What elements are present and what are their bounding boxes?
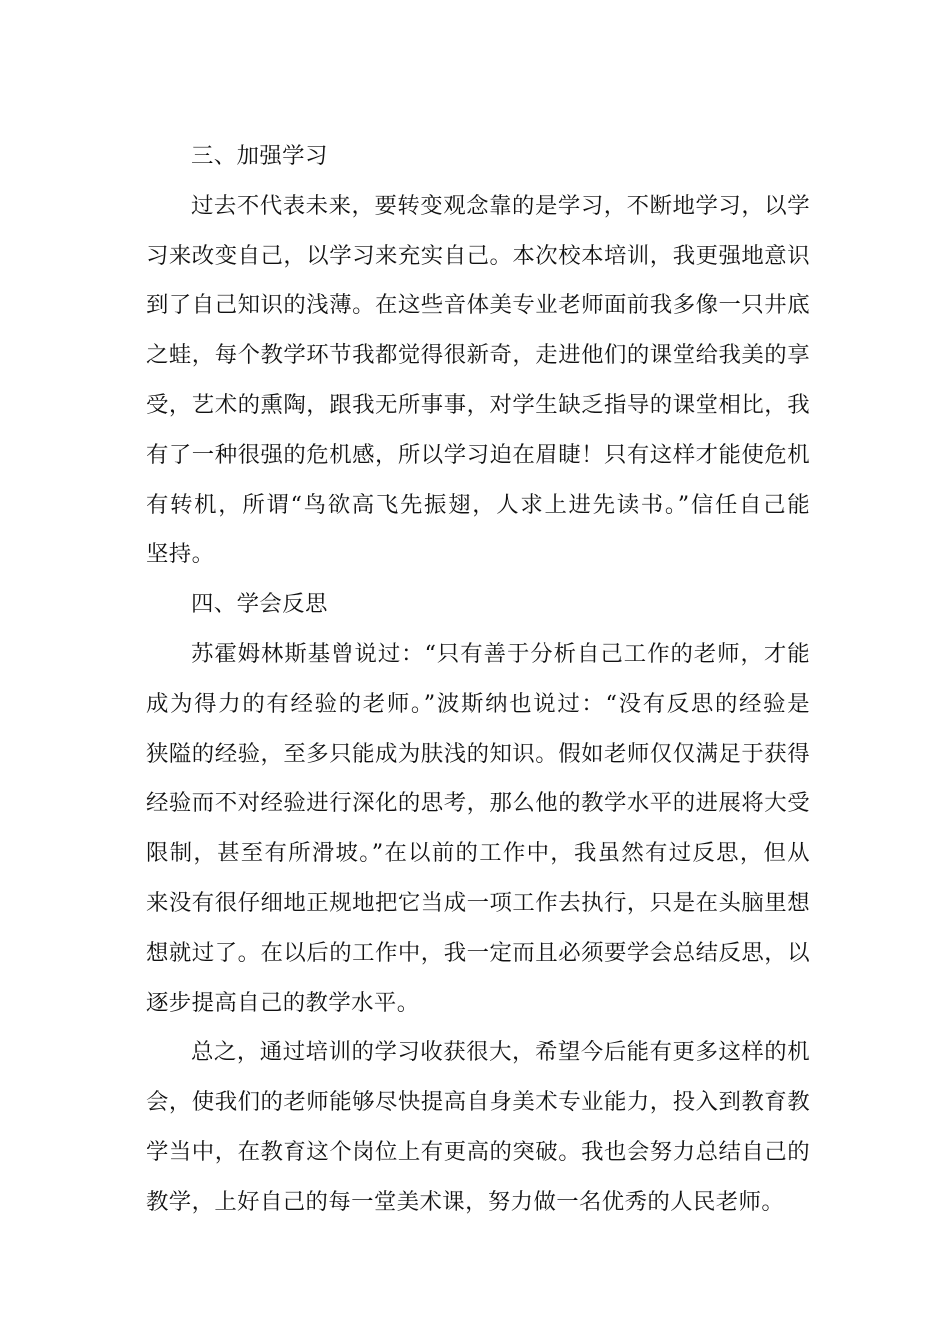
paragraph-line: 坚持。: [146, 541, 215, 568]
paragraph-line: 总之，通过培训的学习收获很大，希望今后能有更多这样的机: [191, 1039, 810, 1066]
section-heading: 四、学会反思: [191, 591, 328, 618]
paragraph-line: 到了自己知识的浅薄。在这些音体美专业老师面前我多像一只井底: [146, 292, 810, 319]
paragraph-line: 逐步提高自己的教学水平。: [146, 989, 420, 1016]
paragraph-line: 有转机，所谓“鸟欲高飞先振翅，人求上进先读书。”信任自己能: [146, 491, 810, 518]
paragraph-line: 想就过了。在以后的工作中，我一定而且必须要学会总结反思，以: [146, 939, 810, 966]
paragraph-line: 有了一种很强的危机感，所以学习迫在眉睫！只有这样才能使危机: [146, 441, 810, 468]
paragraph-line: 狭隘的经验，至多只能成为肤浅的知识。假如老师仅仅满足于获得: [146, 740, 810, 767]
paragraph-line: 限制，甚至有所滑坡。”在以前的工作中，我虽然有过反思，但从: [146, 840, 810, 867]
paragraph-line: 会，使我们的老师能够尽快提高自身美术专业能力，投入到教育教: [146, 1089, 810, 1116]
paragraph-line: 成为得力的有经验的老师。”波斯纳也说过：“没有反思的经验是: [146, 690, 810, 717]
paragraph-line: 教学，上好自己的每一堂美术课，努力做一名优秀的人民老师。: [146, 1188, 785, 1215]
paragraph-line: 苏霍姆林斯基曾说过：“只有善于分析自己工作的老师，才能: [191, 640, 810, 667]
paragraph-line: 受，艺术的熏陶，跟我无所事事，对学生缺乏指导的课堂相比，我: [146, 391, 810, 418]
paragraph-line: 过去不代表未来，要转变观念靠的是学习，不断地学习，以学: [191, 192, 810, 219]
paragraph-line: 经验而不对经验进行深化的思考，那么他的教学水平的进展将大受: [146, 790, 810, 817]
paragraph-line: 之蛙，每个教学环节我都觉得很新奇，走进他们的课堂给我美的享: [146, 342, 810, 369]
paragraph-line: 学当中，在教育这个岗位上有更高的突破。我也会努力总结自己的: [146, 1138, 810, 1165]
paragraph-line: 习来改变自己，以学习来充实自己。本次校本培训，我更强地意识: [146, 242, 810, 269]
document-body: [146, 132, 810, 1228]
paragraph-line: 来没有很仔细地正规地把它当成一项工作去执行，只是在头脑里想: [146, 889, 810, 916]
section-heading: 三、加强学习: [191, 143, 328, 169]
